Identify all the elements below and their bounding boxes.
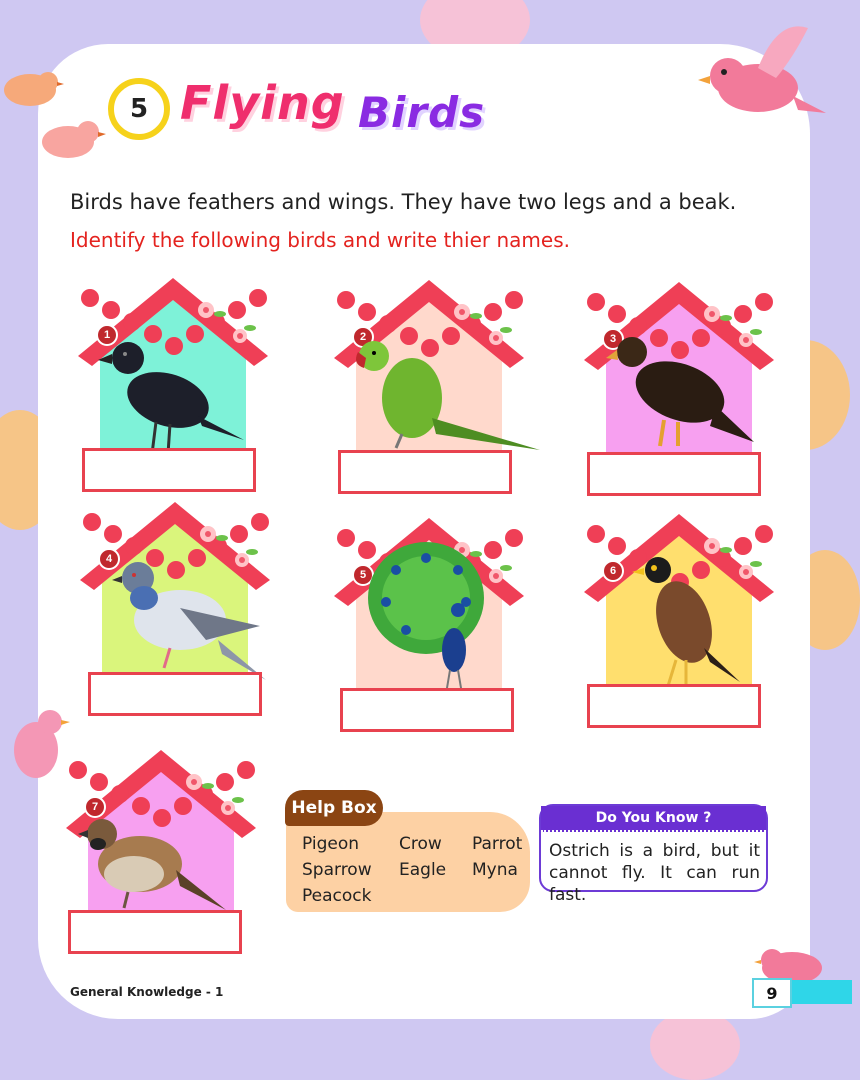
help-word: Peacock [302, 886, 372, 906]
instruction-text: Identify the following birds and write thier names. [70, 228, 570, 252]
help-word: Myna [472, 860, 518, 880]
help-word: Pigeon [302, 834, 360, 854]
answer-box-4[interactable] [88, 672, 262, 716]
footer-book-name: General Knowledge - 1 [70, 985, 224, 999]
eagle-icon [606, 334, 756, 459]
bird-number-badge: 4 [98, 548, 120, 570]
crow-icon [98, 330, 248, 465]
answer-box-1[interactable] [82, 448, 256, 492]
decor-bird-icon [698, 18, 828, 128]
answer-box-2[interactable] [338, 450, 512, 494]
answer-box-5[interactable] [340, 688, 514, 732]
help-word: Parrot [472, 834, 523, 854]
help-word: Crow [399, 834, 442, 854]
do-you-know-title: Do You Know ? [541, 806, 766, 832]
decor-flower-bottom [650, 1010, 740, 1080]
bird-number-badge: 2 [352, 326, 374, 348]
do-you-know-box [539, 804, 768, 905]
answer-box-6[interactable] [587, 684, 761, 728]
page-number: 9 [752, 978, 792, 1008]
peacock-icon [366, 540, 496, 705]
bird-number-badge: 1 [96, 324, 118, 346]
do-you-know-text: Ostrich is a bird, but it cannot fly. It can run fast. [549, 841, 760, 905]
intro-text: Birds have feathers and wings. They have two legs and a beak. [70, 190, 737, 214]
help-word: Sparrow [302, 860, 372, 880]
answer-box-7[interactable] [68, 910, 242, 954]
page-number-strip [790, 980, 852, 1004]
bird-number-badge: 7 [84, 796, 106, 818]
myna-icon [628, 552, 748, 697]
pigeon-icon [110, 556, 270, 691]
parrot-icon [352, 338, 542, 463]
decor-bird-icon [0, 60, 110, 180]
decor-bird-icon [4, 700, 74, 790]
bird-number-badge: 5 [352, 564, 374, 586]
chapter-number: 5 [108, 78, 170, 140]
page-title-birds: Birds [358, 88, 486, 137]
help-word: Eagle [399, 860, 447, 880]
answer-box-3[interactable] [587, 452, 761, 496]
page-title-flying: Flying [180, 76, 345, 130]
help-box-title: Help Box [285, 790, 383, 826]
bird-number-badge: 3 [602, 328, 624, 350]
bird-number-badge: 6 [602, 560, 624, 582]
